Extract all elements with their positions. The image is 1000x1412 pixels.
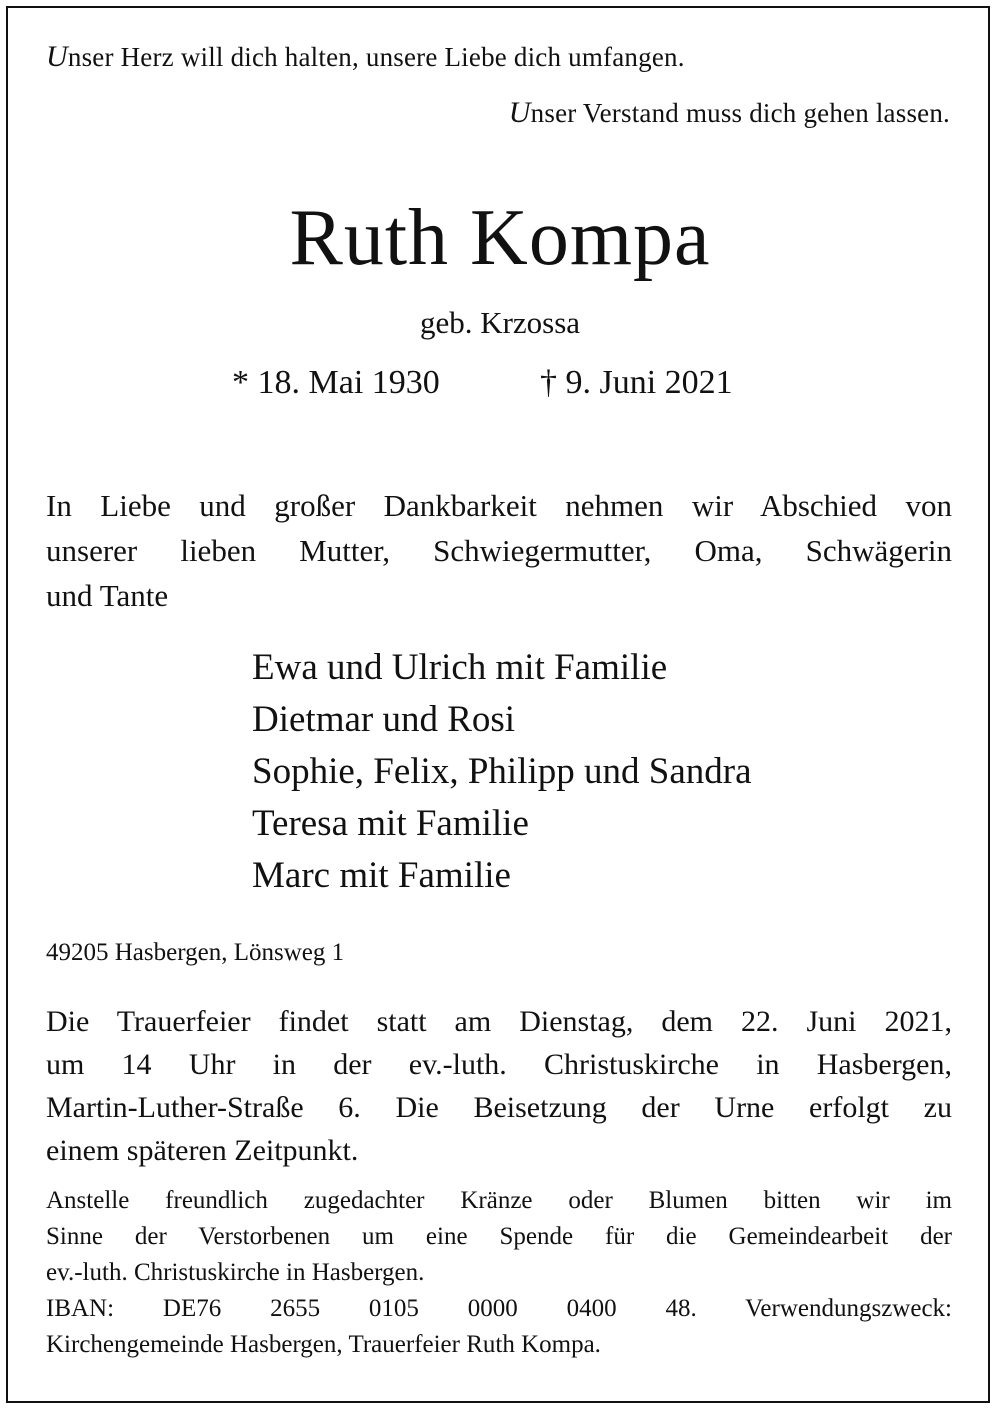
- motto-line-2: [509, 98, 950, 128]
- donation-line: Sinne der Verstorbenen um eine Spende für die Gemeindearbeit der: [46, 1223, 952, 1250]
- deceased-name: Ruth Kompa: [289, 194, 711, 282]
- motto-line-1: [46, 42, 685, 72]
- death-date: † 9. Juni 2021: [540, 364, 733, 401]
- mourner-entry: Ewa und Ulrich mit Familie: [252, 647, 668, 688]
- mourners-list: [252, 642, 752, 902]
- motto-line-2-text: Unser Verstand muss dich gehen lassen.: [508, 96, 950, 129]
- intro-line: unserer lieben Mutter, Schwiegermutter, Oma, Schwägerin: [46, 533, 952, 568]
- donation-line: Kirchengemeinde Hasbergen, Trauerfeier Ruth Kompa.: [46, 1331, 601, 1358]
- mourner-entry: Dietmar und Rosi: [252, 699, 516, 740]
- intro-paragraph: [46, 483, 952, 618]
- ceremony-paragraph: [46, 1000, 952, 1172]
- motto-line-1-text: Unser Herz will dich halten, unsere Liebe dich umfangen.: [46, 40, 685, 73]
- donation-line: Anstelle freundlich zugedachter Kränze oder Blumen bitten wir im: [46, 1187, 952, 1214]
- donation-line: ev.-luth. Christuskirche in Hasbergen.: [46, 1259, 425, 1286]
- family-address: 49205 Hasbergen, Lönsweg 1: [46, 939, 345, 966]
- mourner-entry: Teresa mit Familie: [252, 803, 529, 844]
- ceremony-line: Martin-Luther-Straße 6. Die Beisetzung der Urne erfolgt zu: [46, 1091, 952, 1124]
- ceremony-line: einem späteren Zeitpunkt.: [46, 1134, 359, 1167]
- ceremony-line: um 14 Uhr in der ev.-luth. Christuskirche in Hasbergen,: [46, 1048, 952, 1081]
- intro-line: In Liebe und großer Dankbarkeit nehmen wir Abschied von: [46, 488, 952, 523]
- birth-date: * 18. Mai 1930: [232, 364, 440, 401]
- birth-name: geb. Krzossa: [419, 305, 581, 340]
- ceremony-line: Die Trauerfeier findet statt am Dienstag, dem 22. Juni 2021,: [46, 1005, 952, 1038]
- mourner-entry: Marc mit Familie: [252, 855, 511, 896]
- donation-paragraph: [46, 1183, 952, 1363]
- intro-line: und Tante: [46, 578, 169, 613]
- donation-iban-line: IBAN: DE76 2655 0105 0000 0400 48. Verwendungszweck:: [46, 1295, 952, 1322]
- mourner-entry: Sophie, Felix, Philipp und Sandra: [252, 751, 752, 792]
